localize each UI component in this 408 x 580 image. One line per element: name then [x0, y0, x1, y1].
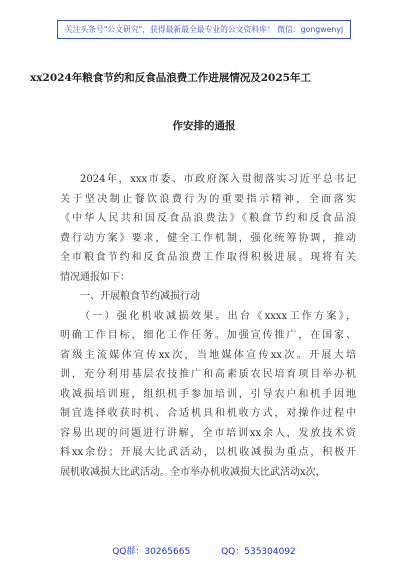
paragraph	[60, 287, 356, 307]
paragraph-line: 《中华人民共和国反食品浪费法》《粮食节约和反食品浪	[60, 213, 356, 224]
document-body	[60, 170, 356, 482]
paragraph-line: 关于坚决制止餐饮浪费行为的重要指示精神，全面落实	[60, 193, 356, 205]
header-area	[0, 17, 408, 39]
paragraph-line: 全市粮食节约和反食品浪费工作取得积极进展。现将有关	[60, 252, 356, 263]
paragraph-line: 明确工作目标，细化工作任务。加强宣传推广，在国家、	[60, 330, 356, 341]
paragraph-line: 训，充分利用基层农技推广和高素质农民培育项目举办机	[60, 369, 356, 380]
paragraph-line: 2024年，xxx市委、市政府深入贯彻落实习近平总书记	[80, 174, 356, 185]
paragraph-line: 制宜选择收获时机、合适机具和机收方式，对操作过程中	[60, 408, 356, 419]
paragraph-line: 费行动方案》要求，健全工作机制，强化统筹协调，推动	[60, 232, 356, 244]
footer-qq: QQ：535304092	[221, 547, 296, 557]
footer-qq-group: QQ群：30265665	[112, 547, 191, 557]
paragraph-line: 容易出现的问题进行讲解，全市培训xx余人，发放技术资	[60, 427, 356, 439]
paragraph-line: 省级主流媒体宣传xx次，当地媒体宣传xx次。开展大培	[60, 349, 356, 361]
document-title-line-1: xx2024年粮食节约和反食品浪费工作进展情况及2025年工	[30, 72, 311, 84]
paragraph-line: 情况通报如下：	[60, 271, 130, 283]
paragraph-line: 展机收减损大比武活动。全市举办机收减损大比武活动x次，	[60, 466, 326, 478]
paragraph-line: （一）强化机收减损效果。出台《xxxx工作方案》，	[80, 310, 356, 322]
footer-contact	[0, 544, 408, 557]
paragraph-line: 料xx余份；开展大比武活动，以机收减损为重点，积极开	[60, 447, 356, 458]
paragraph-line: 收减损培训班，组织机手参加培训，引导农户和机手因地	[60, 388, 356, 400]
paragraph-line: 一、开展粮食节约减损行动	[80, 291, 200, 302]
document-title-line-2: 作安排的通报	[172, 120, 236, 132]
header-notice: 关注头条号"公文研究"，获得最新最全最专业的公文资料库！ 微信：gongwenyj	[57, 20, 351, 39]
paragraph	[60, 170, 356, 287]
paragraph	[60, 307, 356, 483]
